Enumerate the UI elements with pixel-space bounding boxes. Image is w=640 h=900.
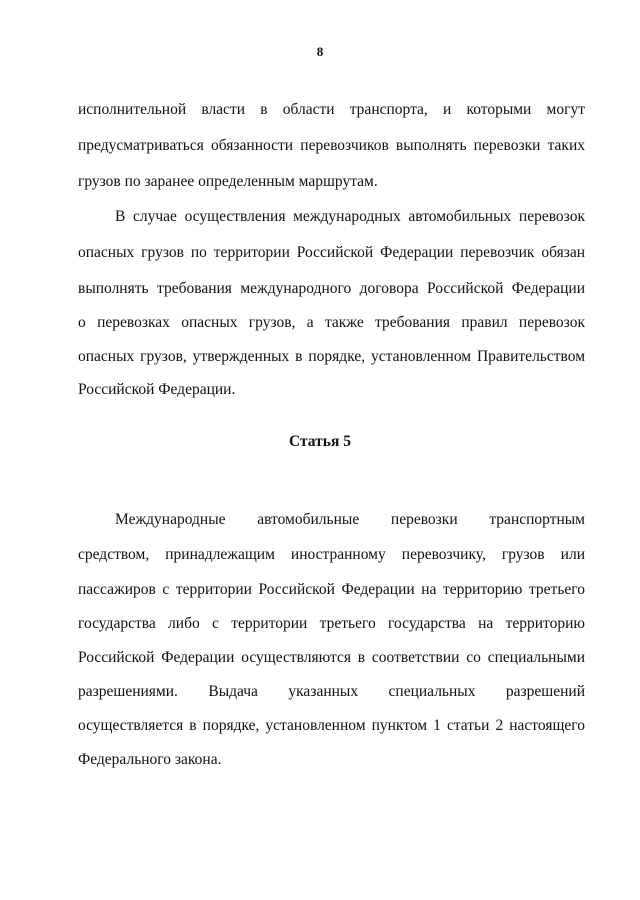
page-number: 8	[316, 44, 324, 59]
paragraph-3-line: Российской Федерации осуществляются в соответствии со специальными	[78, 649, 585, 666]
paragraph-1-line: грузов по заранее определенным маршрутам.	[78, 173, 378, 190]
paragraph-2-line: опасных грузов по территории Российской Федерации перевозчик обязан	[78, 244, 585, 261]
paragraph-2-line: В случае осуществления международных автомобильных перевозок	[115, 208, 585, 225]
paragraph-3-line: государства либо с территории третьего государства на территорию	[78, 615, 585, 632]
paragraph-3-line: Федерального закона.	[78, 751, 222, 768]
paragraph-1-line: предусматриваться обязанности перевозчиков выполнять перевозки таких	[78, 137, 585, 154]
paragraph-3-line: осуществляется в порядке, установленном пунктом 1 статьи 2 настоящего	[78, 717, 585, 734]
paragraph-2-line: о перевозках опасных грузов, а также требования правил перевозок	[78, 314, 585, 331]
paragraph-3-line: разрешениями. Выдача указанных специальных разрешений	[78, 683, 585, 700]
paragraph-3-line: пассажиров с территории Российской Федерации на территорию третьего	[78, 581, 585, 598]
paragraph-2-line: Российской Федерации.	[78, 381, 236, 398]
paragraph-2-line: выполнять требования международного договора Российской Федерации	[78, 280, 585, 297]
paragraph-2-line: опасных грузов, утвержденных в порядке, установленном Правительством	[78, 348, 585, 365]
paragraph-3-line: Международные автомобильные перевозки транспортным	[115, 511, 585, 528]
paragraph-1-line: исполнительной власти в области транспорта, и которыми могут	[78, 101, 585, 118]
paragraph-3-line: средством, принадлежащим иностранному перевозчику, грузов или	[78, 546, 585, 563]
article-heading: Статья 5	[289, 433, 351, 450]
